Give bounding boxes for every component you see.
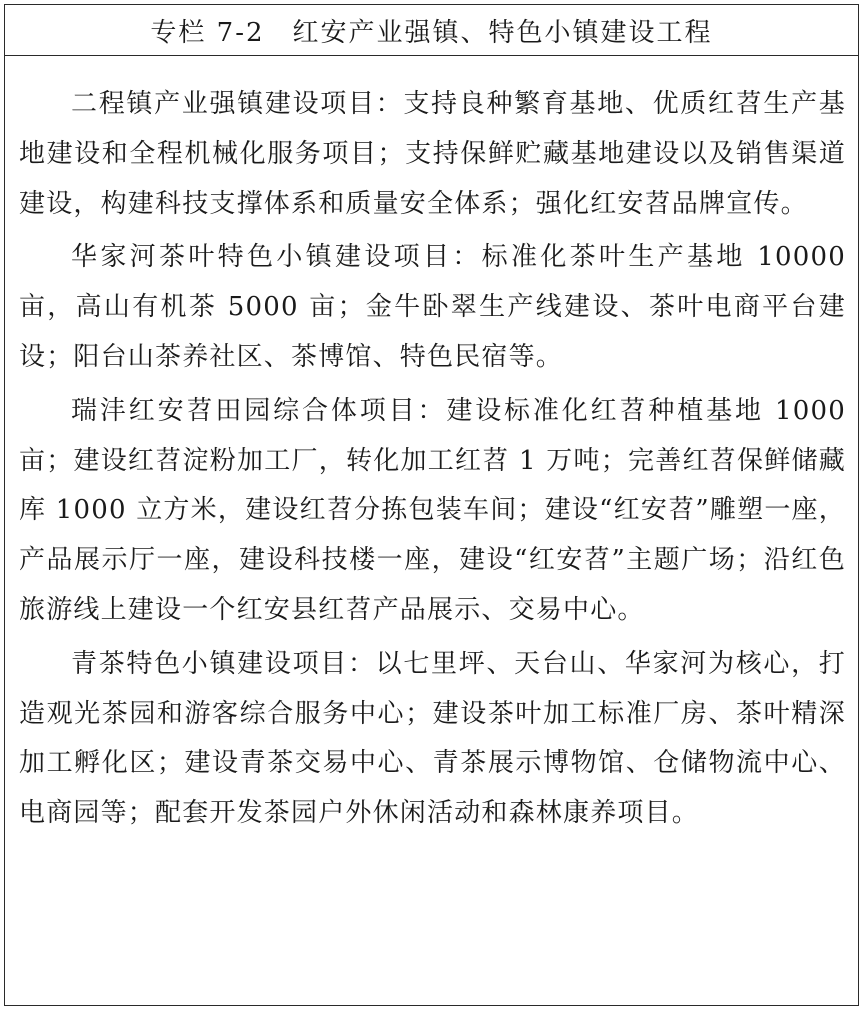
column-content xyxy=(5,56,858,839)
paragraph-huajiahe-project: 华家河茶叶特色小镇建设项目：标准化茶叶生产基地 10000 亩，高山有机茶 5000 亩；金牛卧翠生产线建设、茶叶电商平台建设；阳台山茶养社区、茶博馆、特色民宿等。 xyxy=(19,242,846,372)
column-box xyxy=(4,4,859,1006)
paragraph-ercheng-project: 二程镇产业强镇建设项目：支持良种繁育基地、优质红苕生产基地建设和全程机械化服务项目；支持保鲜贮藏基地建设以及销售渠道建设，构建科技支撑体系和质量安全体系；强化红安苕品牌宣传。 xyxy=(19,89,846,219)
column-title: 专栏 7-2 红安产业强镇、特色小镇建设工程 xyxy=(5,5,858,56)
paragraph-qingcha-project: 青茶特色小镇建设项目：以七里坪、天台山、华家河为核心，打造观光茶园和游客综合服务中心；建设茶叶加工标准厂房、茶叶精深加工孵化区；建设青茶交易中心、青茶展示博物馆、仓储物流中心、电商园等；配套开发茶园户外休闲活动和森林康养项目。 xyxy=(19,648,846,829)
paragraph-ruifeng-project: 瑞沣红安苕田园综合体项目：建设标准化红苕种植基地 1000 亩；建设红苕淀粉加工厂，转化加工红苕 1 万吨；完善红苕保鲜储藏库 1000 立方米，建设红苕分拣包装车间；建设“红安苕”雕塑一座，产品展示厅一座，建设科技楼一座，建设“红安苕”主题广场；沿红色旅游线上建设一个红安县红苕产品展示、交易中心。 xyxy=(19,395,846,625)
